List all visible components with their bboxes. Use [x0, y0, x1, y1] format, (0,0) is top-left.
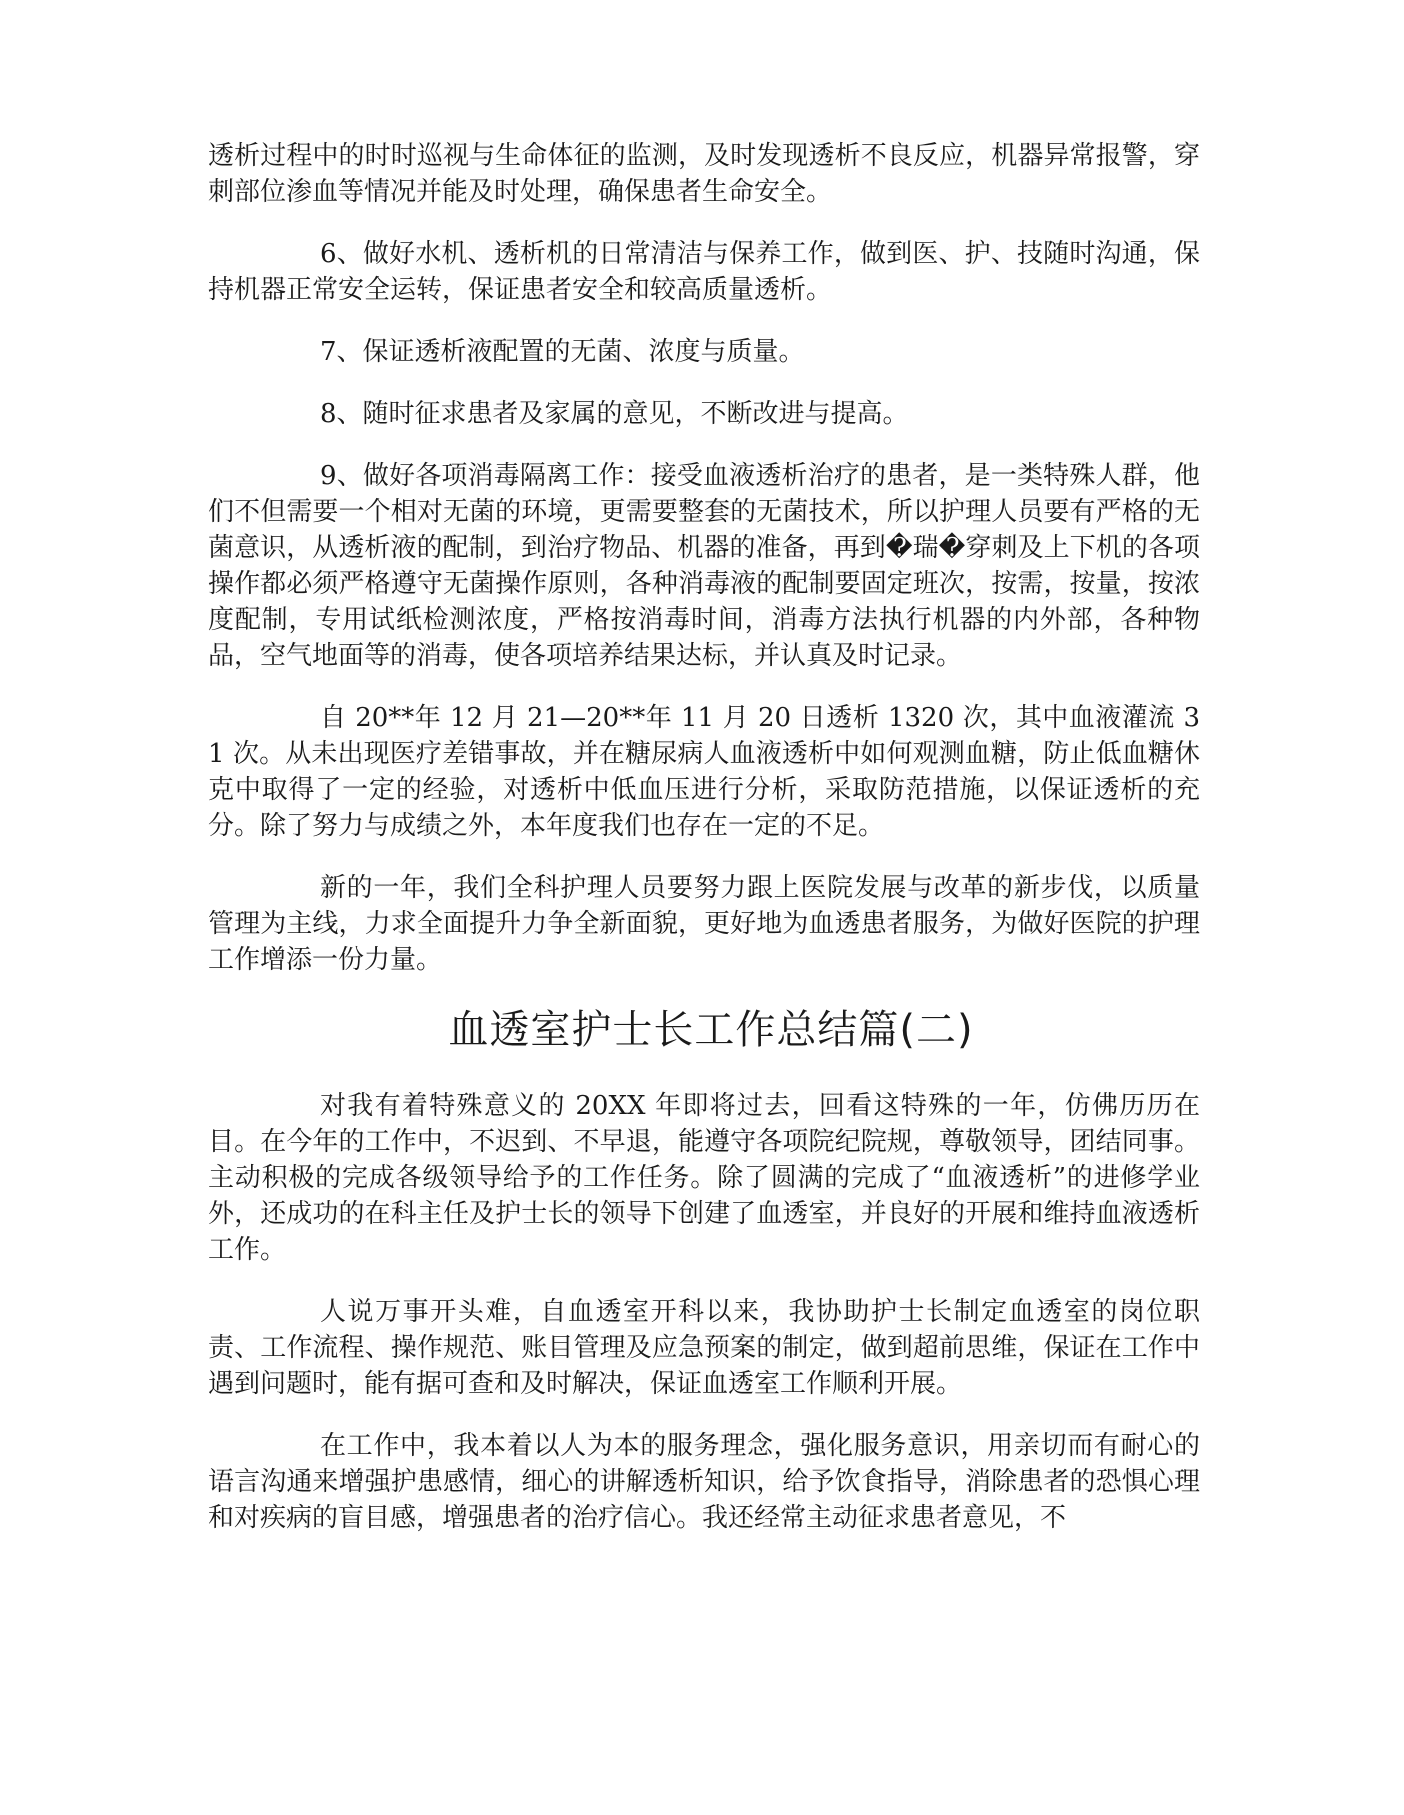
paragraph-item-6: 6、做好水机、透析机的日常清洁与保养工作，做到医、护、技随时沟通，保持机器正常安全运转，保证患者安全和较高质量透析。: [208, 239, 1200, 305]
paragraph-statistics: 自 20**年 12 月 21—20**年 11 月 20 日透析 1320 次，其中血液灌流 31 次。从未出现医疗差错事故，并在糖尿病人血液透析中如何观测血糖，防止低血糖休克中取得了一定的经验，对透析中低血压进行分析，采取防范措施，以保证透析的充分。除了努力与成绩之外，本年度我们也存在一定的不足。: [208, 703, 1200, 841]
paragraph-item-8: 8、随时征求患者及家属的意见，不断改进与提高。: [320, 399, 909, 429]
paragraph-intro: 对我有着特殊意义的 20XX 年即将过去，回看这特殊的一年，仿佛历历在目。在今年的工作中，不迟到、不早退，能遵守各项院纪院规，尊敬领导，团结同事。主动积极的完成各级领导给予的工作任务。除了圆满的完成了“血液透析”的进修学业外，还成功的在科主任及护士长的领导下创建了血透室，并良好的开展和维持血液透析工作。: [208, 1091, 1200, 1265]
paragraph-new-year: 新的一年，我们全科护理人员要努力跟上医院发展与改革的新步伐，以质量管理为主线，力求全面提升力争全新面貌，更好地为血透患者服务，为做好医院的护理工作增添一份力量。: [208, 873, 1200, 975]
paragraph-monitoring: 透析过程中的时时巡视与生命体征的监测，及时发现透析不良反应，机器异常报警，穿刺部位渗血等情况并能及时处理，确保患者生命安全。: [208, 141, 1200, 207]
paragraph-service: 在工作中，我本着以人为本的服务理念，强化服务意识，用亲切而有耐心的语言沟通来增强护患感情，细心的讲解透析知识，给予饮食指导，消除患者的恐惧心理和对疾病的盲目感，增强患者的治疗信心。我还经常主动征求患者意见，不: [208, 1431, 1200, 1533]
paragraph-establishment: 人说万事开头难，自血透室开科以来，我协助护士长制定血透室的岗位职责、工作流程、操作规范、账目管理及应急预案的制定，做到超前思维，保证在工作中遇到问题时，能有据可查和及时解决，保证血透室工作顺利开展。: [208, 1297, 1200, 1399]
paragraph-item-7: 7、保证透析液配置的无菌、浓度与质量。: [320, 337, 805, 367]
section-title: 血透室护士长工作总结篇(二): [448, 1007, 974, 1053]
document-page: [208, 138, 1200, 1536]
paragraph-item-9: 9、做好各项消毒隔离工作：接受血液透析治疗的患者，是一类特殊人群，他们不但需要一个相对无菌的环境，更需要整套的无菌技术，所以护理人员要有严格的无菌意识，从透析液的配制，到治疗物品、机器的准备，再到�瑞�穿刺及上下机的各项操作都必须严格遵守无菌操作原则，各种消毒液的配制要固定班次，按需，按量，按浓度配制，专用试纸检测浓度，严格按消毒时间，消毒方法执行机器的内外部，各种物品，空气地面等的消毒，使各项培养结果达标，并认真及时记录。: [208, 461, 1200, 671]
